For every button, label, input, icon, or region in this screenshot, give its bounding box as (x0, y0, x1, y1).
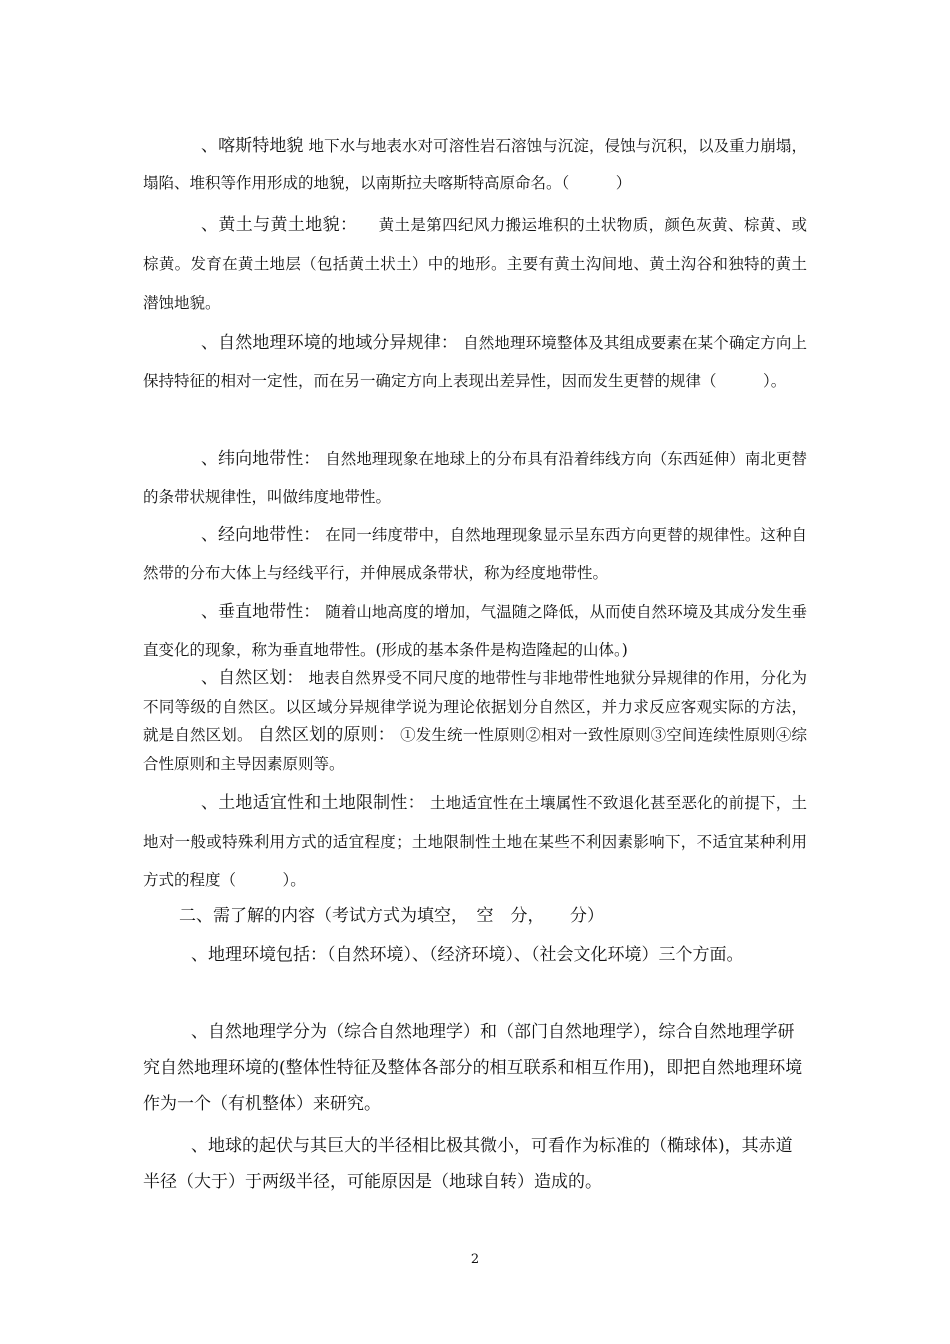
term-label: 、土地适宜性和土地限制性： (201, 793, 425, 813)
term-body-principles: ①发生统一性原则②相对一致性原则③空间连续性原则④综合性原则和主导因素原则等。 (143, 726, 807, 773)
term-body: 地表自然界受不同尺度的地带性与非地带性地狱分异规律的作用，分化为不同等级的自然区。以区域分异规律学说为理论依据划分自然区，并力求反应客观实际的方法，就是自然区划。 (143, 669, 807, 744)
definition-latitudinal-zonality (143, 440, 807, 516)
term-body: 土地适宜性在土壤属性不致退化甚至恶化的前提下，土地对一般或特殊利用方式的适宜程度；土地限制性土地在某些不利因素影响下，不适宜某种利用方式的程度（ ）。 (143, 794, 807, 889)
term-body: 在同一纬度带中，自然地理现象显示呈东西方向更替的规律性。这种自然带的分布大体上与经线平行，并伸展成条带状，称为经度地带性。 (143, 526, 807, 582)
section-heading: 二、需了解的内容（考试方式为填空， 空 分， 分） (179, 906, 604, 926)
term-label: 、喀斯特地貌 (201, 136, 304, 156)
definition-longitudinal-zonality (143, 516, 807, 592)
term-body: 自然地理现象在地球上的分布具有沿着纬线方向（东西延伸）南北更替的条带状规律性，叫做纬度地带性。 (143, 450, 807, 506)
page-number: 2 (470, 1252, 480, 1267)
term-body: 随着山地高度的增加，气温随之降低，从而使自然环境及其成分发生垂直变化的现象，称为垂直地带性。(形成的基本条件是构造隆起的山体。) (143, 603, 807, 659)
term-label-principles: 自然区划的原则： (257, 725, 395, 745)
definition-land-suitability (143, 784, 807, 900)
section-item-physical-geography: 、自然地理学分为（综合自然地理学）和（部门自然地理学），综合自然地理学研究自然地理环境的(整体性特征及整体各部分的相互联系和相互作用)，即把自然地理环境作为一个（有机整体）来研究。 (143, 1022, 803, 1114)
term-body: 地下水与地表水对可溶性岩石溶蚀与沉淀，侵蚀与沉积，以及重力崩塌，塌陷、堆积等作用形成的地貌，以南斯拉夫喀斯特高原命名。（ ） (143, 137, 807, 192)
term-label: 、自然区划： (201, 668, 304, 688)
term-body: 自然地理环境整体及其组成要素在某个确定方向上保持特征的相对一定性，而在另一确定方向上表现出差异性，因而发生更替的规律（ ）。 (143, 334, 807, 390)
definition-natural-regionalization (143, 664, 807, 778)
definition-karst (143, 128, 807, 202)
definition-vertical-zonality (143, 593, 807, 669)
term-label: 、纬向地带性： (201, 449, 321, 469)
definition-loess (143, 206, 807, 323)
section-item-environment: 、地理环境包括：（自然环境）、（经济环境）、（社会文化环境）三个方面。 (191, 945, 744, 965)
term-label: 、垂直地带性： (201, 602, 321, 622)
section-item-earth-shape: 、地球的起伏与其巨大的半径相比极其微小，可看作为标准的（椭球体)，其赤道半径（大于）于两级半径，可能原因是（地球自转）造成的。 (143, 1136, 793, 1192)
term-label: 、经向地带性： (201, 525, 321, 545)
definition-regional-differentiation (143, 324, 807, 400)
term-label: 、自然地理环境的地域分异规律： (201, 333, 459, 353)
term-label: 、黄土与黄土地貌： (201, 215, 358, 235)
term-body: 黄土是第四纪风力搬运堆积的土状物质，颜色灰黄、棕黄、或棕黄。发育在黄土地层（包括黄土状土）中的地形。主要有黄土沟间地、黄土沟谷和独特的黄土潜蚀地貌。 (143, 216, 807, 312)
